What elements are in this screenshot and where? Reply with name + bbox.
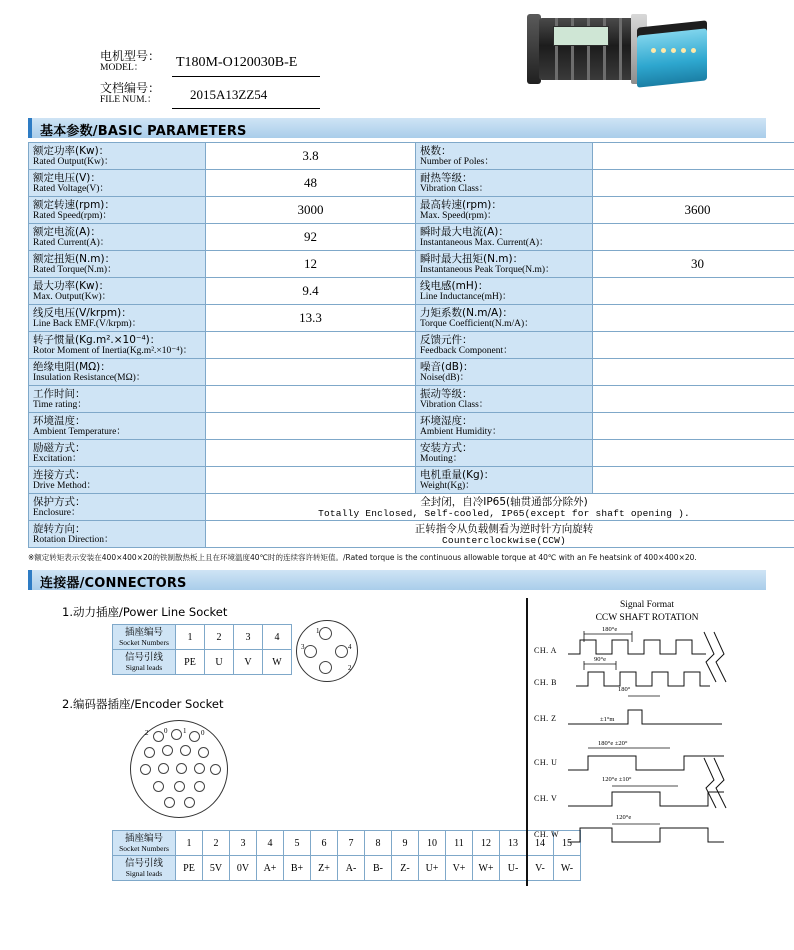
signal-leads-header-en: Signal leads xyxy=(125,663,163,672)
param-label-en: Max. Speed(rpm)： xyxy=(420,210,497,221)
driver-body xyxy=(637,28,707,87)
param-label-en: Vibration Class： xyxy=(420,399,489,410)
connector-pin-number: 2 xyxy=(348,664,352,672)
signal-format-title-1: Signal Format xyxy=(619,600,675,610)
param-label-cn: 额定扭矩(N.m)： xyxy=(33,252,116,265)
param-value xyxy=(593,332,794,359)
table-row xyxy=(29,143,794,170)
param-value xyxy=(593,359,794,386)
param-label-cn: 反馈元件： xyxy=(420,333,473,346)
socket-numbers-header-en: Socket Numbers xyxy=(119,638,169,647)
connector-pin xyxy=(319,627,332,640)
connectors-area xyxy=(0,598,794,898)
table-row xyxy=(29,467,794,494)
cell: 4 xyxy=(263,625,292,650)
annotation-120e: 120°e xyxy=(616,814,632,821)
cell: U+ xyxy=(419,856,446,881)
section-basic-parameters xyxy=(28,118,766,138)
connector-pin xyxy=(153,781,164,792)
param-label xyxy=(29,494,206,521)
param-label-cn: 振动等级： xyxy=(420,387,473,400)
connector-pin-number: 0 xyxy=(164,727,168,735)
param-label xyxy=(29,521,206,548)
param-label-en: Mouting： xyxy=(420,453,463,464)
param-label-en: Time rating： xyxy=(33,399,87,410)
file-label-en: FILE NUM.： xyxy=(100,95,157,105)
connector-pin xyxy=(194,763,205,774)
signal-format-title-2: CCW SHAFT ROTATION xyxy=(595,613,699,623)
param-label-cn: 环境湿度： xyxy=(420,414,473,427)
param-label xyxy=(416,251,593,278)
cell: A- xyxy=(338,856,365,881)
connector-pin xyxy=(176,763,187,774)
table-row xyxy=(29,197,794,224)
table-row xyxy=(29,440,794,467)
cell: W- xyxy=(554,856,581,881)
param-label-cn: 环境温度： xyxy=(33,414,86,427)
param-label-en: Rotor Moment of Inertia(Kg.m².×10⁻⁴)： xyxy=(33,345,193,356)
cell: V xyxy=(234,650,263,675)
param-label xyxy=(416,467,593,494)
param-label xyxy=(416,440,593,467)
driver-led xyxy=(661,48,666,53)
cell: 5V xyxy=(203,856,230,881)
socket-numbers-header-en: Socket Numbers xyxy=(119,844,169,853)
param-label xyxy=(29,278,206,305)
connector-pin xyxy=(164,797,175,808)
document-header xyxy=(0,0,794,118)
param-value xyxy=(206,359,416,386)
cell: 5 xyxy=(284,831,311,856)
param-label-cn: 额定转速(rpm)： xyxy=(33,198,115,211)
param-label-en: Rotation Direction： xyxy=(33,534,114,545)
socket-numbers-header-cn: 插座编号 xyxy=(124,833,163,844)
cell: PE xyxy=(176,856,203,881)
model-value-line xyxy=(172,52,320,77)
param-label-cn: 线反电压(V/krpm)： xyxy=(33,306,132,319)
cell: 4 xyxy=(257,831,284,856)
param-value: 13.3 xyxy=(206,305,416,332)
cell: B+ xyxy=(284,856,311,881)
cell: W xyxy=(263,650,292,675)
param-label-en: Enclosure： xyxy=(33,507,81,518)
param-label xyxy=(416,278,593,305)
cell: Z- xyxy=(392,856,419,881)
cell: V+ xyxy=(446,856,473,881)
param-label-cn: 额定电流(A)： xyxy=(33,225,101,238)
file-label-cn: 文档编号： xyxy=(100,81,161,95)
connector-pin xyxy=(171,729,182,740)
file-value-line xyxy=(172,84,320,109)
channel-label-b: CH. B xyxy=(534,678,557,687)
param-value xyxy=(593,413,794,440)
connector-pin xyxy=(189,731,200,742)
connector-pin xyxy=(180,745,191,756)
waveform-diagram xyxy=(528,598,766,886)
param-label-en: Ambient Humidity： xyxy=(420,426,502,437)
param-value: 30 xyxy=(593,251,794,278)
param-value-en: Totally Enclosed, Self-cooled, IP65(except for shaft opening ). xyxy=(318,507,690,519)
cell: 13 xyxy=(500,831,527,856)
driver-led xyxy=(681,48,686,53)
param-label xyxy=(29,197,206,224)
file-number-field xyxy=(100,82,330,106)
param-value: 3.8 xyxy=(206,143,416,170)
annotation-180e: 180°e xyxy=(602,626,618,633)
signal-format-panel xyxy=(526,598,766,886)
param-label-en: Noise(dB)： xyxy=(420,372,470,383)
param-label-cn: 励磁方式： xyxy=(33,441,86,454)
section-connectors xyxy=(28,570,766,590)
param-value: 48 xyxy=(206,170,416,197)
param-value xyxy=(206,467,416,494)
param-value: 3000 xyxy=(206,197,416,224)
param-label xyxy=(29,467,206,494)
section-basic-parameters-title: 基本参数/BASIC PARAMETERS xyxy=(40,124,247,139)
cell: 2 xyxy=(203,831,230,856)
param-value-cn: 全封闭，自冷IP65(轴贯通部分除外) xyxy=(420,495,588,508)
cell: 12 xyxy=(473,831,500,856)
table-row xyxy=(29,278,794,305)
param-label xyxy=(29,440,206,467)
cell: U xyxy=(205,650,234,675)
socket-numbers-header xyxy=(113,831,176,856)
param-label-cn: 瞬时最大扭矩(N.m)： xyxy=(420,252,524,265)
param-label-en: Rated Current(A)： xyxy=(33,237,110,248)
param-label xyxy=(29,143,206,170)
param-label-cn: 连接方式： xyxy=(33,468,86,481)
table-row xyxy=(29,413,794,440)
param-value xyxy=(593,440,794,467)
annotation-180e-20: 180°e ±20° xyxy=(598,740,628,747)
param-value xyxy=(593,467,794,494)
rated-torque-footnote: ※额定转矩表示安装在400×400×20的铁制散热板上且在环境温度40℃时的连续容许转矩值。/Rated torque is the continuous allowable torque at 40℃ with an Fe heatsink of 400×400×20. xyxy=(28,553,697,562)
section-connectors-title: 连接器/CONNECTORS xyxy=(40,576,187,591)
table-row xyxy=(29,494,794,521)
param-label xyxy=(29,413,206,440)
param-value-wide xyxy=(206,521,794,548)
connector-pin xyxy=(140,764,151,775)
connector-pin xyxy=(174,781,185,792)
table-row xyxy=(29,359,794,386)
cell: PE xyxy=(176,650,205,675)
signal-leads-header xyxy=(113,856,176,881)
connector-pin-number: 1 xyxy=(316,627,320,635)
driver-led xyxy=(691,48,696,53)
param-value-en: Counterclockwise(CCW) xyxy=(442,534,566,546)
annotation-90e: 90°e xyxy=(594,656,606,663)
param-value xyxy=(593,170,794,197)
connector-pin xyxy=(153,731,164,742)
param-label-cn: 旋转方向： xyxy=(33,522,86,535)
annotation-120e-10: 120°e ±10° xyxy=(602,776,632,783)
connector-pin xyxy=(198,747,209,758)
cell: 11 xyxy=(446,831,473,856)
param-label-en: Rated Voltage(V)： xyxy=(33,183,109,194)
socket-numbers-header xyxy=(113,625,176,650)
param-label xyxy=(416,305,593,332)
param-value xyxy=(206,386,416,413)
motor-fin xyxy=(619,18,622,80)
param-label-en: Instantaneous Peak Torque(N.m)： xyxy=(420,264,555,275)
param-value xyxy=(593,386,794,413)
table-row xyxy=(29,386,794,413)
motor-display xyxy=(553,26,609,46)
param-label xyxy=(416,143,593,170)
cell: 7 xyxy=(338,831,365,856)
param-value: 9.4 xyxy=(206,278,416,305)
param-value-wide xyxy=(206,494,794,521)
encoder-pin-table xyxy=(112,830,581,881)
param-label-en: Vibration Class： xyxy=(420,183,489,194)
cell: V- xyxy=(527,856,554,881)
param-label-en: Weight(Kg)： xyxy=(420,480,475,491)
param-label-en: Instantaneous Max. Current(A)： xyxy=(420,237,549,248)
driver-led xyxy=(671,48,676,53)
param-label-en: Rated Output(Kw)： xyxy=(33,156,114,167)
cell: 8 xyxy=(365,831,392,856)
param-label xyxy=(416,359,593,386)
param-label-cn: 最大功率(Kw)： xyxy=(33,279,110,292)
param-value xyxy=(593,143,794,170)
connector-pin xyxy=(210,764,221,775)
cell: 15 xyxy=(554,831,581,856)
table-row xyxy=(29,305,794,332)
param-label-cn: 工作时间： xyxy=(33,387,86,400)
basic-parameters-table xyxy=(28,142,794,548)
cell: 9 xyxy=(392,831,419,856)
param-label xyxy=(29,359,206,386)
connector-pin xyxy=(144,747,155,758)
encoder-connector-drawing xyxy=(130,720,228,818)
param-label-cn: 极数： xyxy=(420,144,452,157)
param-label-cn: 保护方式： xyxy=(33,495,86,508)
param-value xyxy=(206,413,416,440)
connector-pin xyxy=(319,661,332,674)
cell: 3 xyxy=(230,831,257,856)
signal-leads-header-cn: 信号引线 xyxy=(124,858,163,869)
connector-pin xyxy=(184,797,195,808)
channel-label-w: CH. W xyxy=(534,830,560,839)
cell: 0V xyxy=(230,856,257,881)
param-label-cn: 安装方式： xyxy=(420,441,473,454)
encoder-socket-title: 2.编码器插座/Encoder Socket xyxy=(62,697,224,711)
connector-pin-number: 2 xyxy=(145,729,149,737)
param-label xyxy=(416,332,593,359)
power-pin-table xyxy=(112,624,292,675)
param-label xyxy=(29,224,206,251)
param-label-cn: 噪音(dB)： xyxy=(420,360,474,373)
param-label xyxy=(416,197,593,224)
connector-pin xyxy=(158,763,169,774)
connector-pin-number: 3 xyxy=(301,643,305,651)
param-label-cn: 转子惯量(Kg.m².×10⁻⁴)： xyxy=(33,333,161,346)
param-label xyxy=(416,386,593,413)
model-field xyxy=(100,50,330,74)
table-row xyxy=(113,650,292,675)
table-row xyxy=(29,332,794,359)
cell: 6 xyxy=(311,831,338,856)
cell: 14 xyxy=(527,831,554,856)
param-label xyxy=(416,170,593,197)
connector-pin-number: 4 xyxy=(348,643,352,651)
connector-pin xyxy=(194,781,205,792)
param-label-en: Torque Coefficient(N.m/A)： xyxy=(420,318,534,329)
cell: 3 xyxy=(234,625,263,650)
param-label-en: Rated Torque(N.m)： xyxy=(33,264,117,275)
param-label xyxy=(29,170,206,197)
param-label-en: Feedback Component： xyxy=(420,345,513,356)
param-label-cn: 线电感(mH)： xyxy=(420,279,489,292)
param-label-en: Line Back EMF.(V/krpm)： xyxy=(33,318,142,329)
signal-leads-header-en: Signal leads xyxy=(125,869,163,878)
channel-label-z: CH. Z xyxy=(534,714,557,723)
table-row xyxy=(113,831,581,856)
param-label xyxy=(29,386,206,413)
table-row xyxy=(29,224,794,251)
model-label-cn: 电机型号： xyxy=(100,49,161,63)
param-label-cn: 最高转速(rpm)： xyxy=(420,198,502,211)
signal-leads-header xyxy=(113,650,176,675)
table-row xyxy=(29,170,794,197)
connector-pin xyxy=(162,745,173,756)
connector-pin-number: 1 xyxy=(183,727,187,735)
param-label xyxy=(29,332,206,359)
cell: 2 xyxy=(205,625,234,650)
param-value: 12 xyxy=(206,251,416,278)
param-label xyxy=(416,224,593,251)
param-label-en: Line Inductance(mH)： xyxy=(420,291,512,302)
cell: 1 xyxy=(176,831,203,856)
param-label-cn: 力矩系数(N.m/A)： xyxy=(420,306,513,319)
param-label-cn: 瞬时最大电流(A)： xyxy=(420,225,509,238)
param-label-cn: 耐热等级： xyxy=(420,171,473,184)
param-value xyxy=(593,224,794,251)
param-label xyxy=(29,305,206,332)
param-label-en: Ambient Temperature： xyxy=(33,426,126,437)
cell: W+ xyxy=(473,856,500,881)
socket-numbers-header-cn: 插座编号 xyxy=(124,627,163,638)
param-label-cn: 绝缘电阻(MΩ)： xyxy=(33,360,111,373)
param-value: 92 xyxy=(206,224,416,251)
param-value: 3600 xyxy=(593,197,794,224)
product-photo xyxy=(519,4,714,112)
param-value xyxy=(206,332,416,359)
param-label-en: Number of Poles： xyxy=(420,156,494,167)
param-label xyxy=(416,413,593,440)
param-label-en: Insulation Resistance(MΩ)： xyxy=(33,372,146,383)
cell: 10 xyxy=(419,831,446,856)
table-row xyxy=(113,856,581,881)
param-label-en: Excitation： xyxy=(33,453,82,464)
annotation-180: 180° xyxy=(618,686,631,693)
channel-label-v: CH. V xyxy=(534,794,558,803)
signal-leads-header-cn: 信号引线 xyxy=(124,652,163,663)
file-value: 2015A13ZZ54 xyxy=(190,87,268,102)
model-value: T180M-O120030B-E xyxy=(176,55,298,70)
param-label-cn: 额定电压(V)： xyxy=(33,171,101,184)
driver-led xyxy=(651,48,656,53)
param-label-cn: 电机重量(Kg)： xyxy=(420,468,495,481)
connector-pin xyxy=(335,645,348,658)
table-row xyxy=(29,521,794,548)
param-label-en: Max. Output(Kw)： xyxy=(33,291,112,302)
param-label-en: Rated Speed(rpm)： xyxy=(33,210,112,221)
param-value xyxy=(206,440,416,467)
param-value-cn: 正转指令从负载侧看为逆时针方向旋转 xyxy=(414,522,594,535)
channel-label-a: CH. A xyxy=(534,646,557,655)
connector-pin-number: 0 xyxy=(201,729,205,737)
param-value xyxy=(593,278,794,305)
cell: B- xyxy=(365,856,392,881)
param-label-en: Drive Method： xyxy=(33,480,97,491)
cell: U- xyxy=(500,856,527,881)
power-line-socket-title: 1.动力插座/Power Line Socket xyxy=(62,605,228,619)
cell: A+ xyxy=(257,856,284,881)
power-connector-drawing xyxy=(296,620,358,682)
channel-label-u: CH. U xyxy=(534,758,558,767)
connector-pin xyxy=(304,645,317,658)
annotation-1m: ±1°m xyxy=(600,716,615,723)
model-label-en: MODEL： xyxy=(100,63,144,73)
param-label-cn: 额定功率(Kw)： xyxy=(33,144,110,157)
param-value xyxy=(593,305,794,332)
table-row xyxy=(29,251,794,278)
param-label xyxy=(29,251,206,278)
cell: 1 xyxy=(176,625,205,650)
table-row xyxy=(113,625,292,650)
cell: Z+ xyxy=(311,856,338,881)
